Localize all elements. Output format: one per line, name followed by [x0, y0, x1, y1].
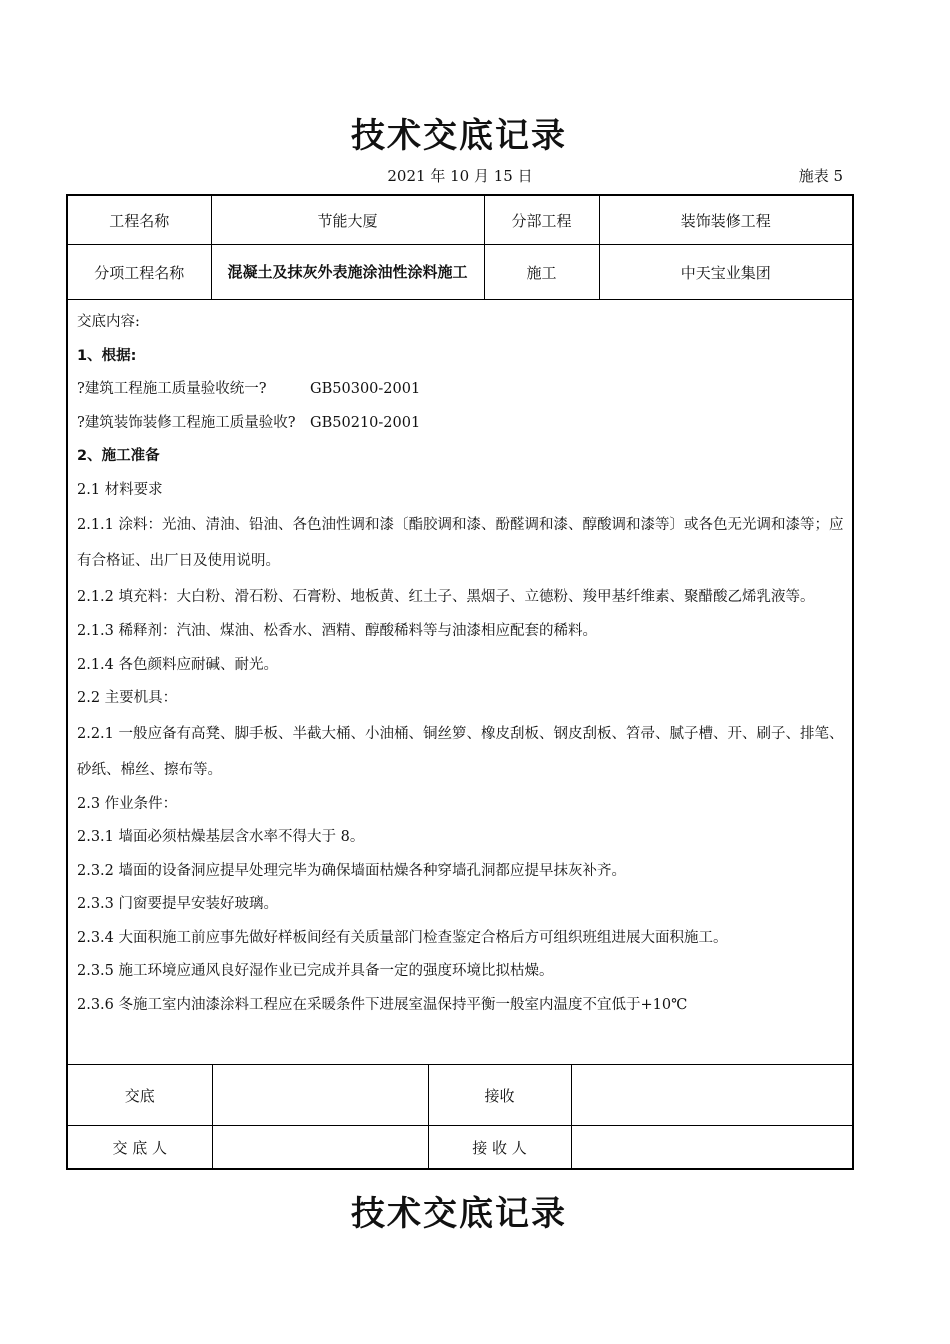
signature-row-2 [68, 1126, 854, 1169]
signature-container [67, 1065, 853, 1170]
standard-2: ?建筑装饰装修工程施工质量验收? GB50210-2001 [77, 414, 421, 431]
receive-field[interactable] [571, 1065, 854, 1126]
item-2-1: 2.1 材料要求 [77, 481, 163, 498]
signature-row-1 [68, 1065, 854, 1126]
handover-label: 交底 [68, 1065, 212, 1126]
document-date: 2021 年 10 月 15 日 [387, 167, 533, 185]
handover-person-label: 交 底 人 [68, 1126, 212, 1169]
header-row-subitem [67, 245, 853, 300]
item-2-2: 2.2 主要机具： [77, 690, 178, 706]
signature-row [67, 1065, 853, 1170]
item-2-3: 2.3 作业条件： [77, 795, 178, 812]
item-2-1-3: 2.1.3 稀释剂：汽油、煤油、松香水、酒精、醇酸稀料等与油漆相应配套的稀料。 [77, 623, 598, 639]
item-2-1-2: 2.1.2 填充料：大白粉、滑石粉、石膏粉、地板黄、红土子、黑烟子、立德粉、羧甲基纤维素、聚醋酸乙烯乳液等。 [77, 589, 815, 605]
signature-table [68, 1065, 854, 1168]
header-row-project [67, 195, 853, 245]
receive-label: 接收 [428, 1065, 571, 1126]
item-2-3-4: 2.3.4 大面积施工前应事先做好样板间经有关质量部门检查鉴定合格后方可组织班组进展大面积施工。 [77, 929, 728, 946]
project-name-label: 工程名称 [67, 195, 211, 245]
item-2-3-2: 2.3.2 墙面的设备洞应提早处理完毕为确保墙面枯燥各种穿墙孔洞都应提早抹灰补齐。 [77, 862, 627, 879]
disclosure-form-table [66, 194, 854, 1170]
item-2-3-5: 2.3.5 施工环境应通风良好湿作业已完成并具备一定的强度环境比拟枯燥。 [77, 963, 554, 979]
division-label: 分部工程 [484, 195, 599, 245]
item-2-2-1: 2.2.1 一般应备有高凳、脚手板、半截大桶、小油桶、铜丝箩、橡皮刮板、钢皮刮板、笤帚、腻子槽、开、刷子、排笔、砂纸、棉丝、擦布等。 [77, 725, 844, 778]
project-name-value: 节能大厦 [211, 195, 484, 245]
document-title-repeat: 技术交底记录 [351, 1194, 567, 1234]
disclosure-content [67, 300, 853, 1065]
standard-1: ?建筑工程施工质量验收统一? GB50300-2001 [77, 381, 421, 397]
section-basis-heading: 1、根据: [77, 347, 137, 364]
section-preparation-heading: 2、施工准备 [77, 448, 160, 464]
subitem-value: 混凝土及抹灰外表施涂油性涂料施工 [211, 245, 484, 300]
subitem-label: 分项工程名称 [67, 245, 211, 300]
item-2-3-6: 2.3.6 冬施工室内油漆涂料工程应在采暖条件下进展室温保持平衡一般室内温度不宜低于+10℃ [77, 996, 688, 1013]
document-title: 技术交底记录 [351, 116, 567, 156]
content-row [67, 300, 853, 1065]
handover-person-field[interactable] [212, 1126, 428, 1169]
item-2-1-1: 2.1.1 涂料：光油、清油、铅油、各色油性调和漆〔酯胶调和漆、酚醛调和漆、醇酸调和漆等〕或各色无光调和漆等；应有合格证、出厂日及使用说明。 [77, 517, 844, 569]
constructor-label: 施工 [484, 245, 599, 300]
division-value: 装饰装修工程 [599, 195, 853, 245]
content-intro: 交底内容: [77, 314, 140, 330]
receiver-field[interactable] [571, 1126, 854, 1169]
item-2-3-1: 2.3.1 墙面必须枯燥基层含水率不得大于 8。 [77, 829, 365, 845]
item-2-3-3: 2.3.3 门窗要提早安装好玻璃。 [77, 896, 279, 912]
item-2-1-4: 2.1.4 各色颜料应耐碱、耐光。 [77, 656, 279, 673]
form-number: 施表 5 [798, 167, 843, 185]
receiver-label: 接 收 人 [428, 1126, 571, 1169]
constructor-value: 中天宝业集团 [599, 245, 853, 300]
handover-field[interactable] [212, 1065, 428, 1126]
